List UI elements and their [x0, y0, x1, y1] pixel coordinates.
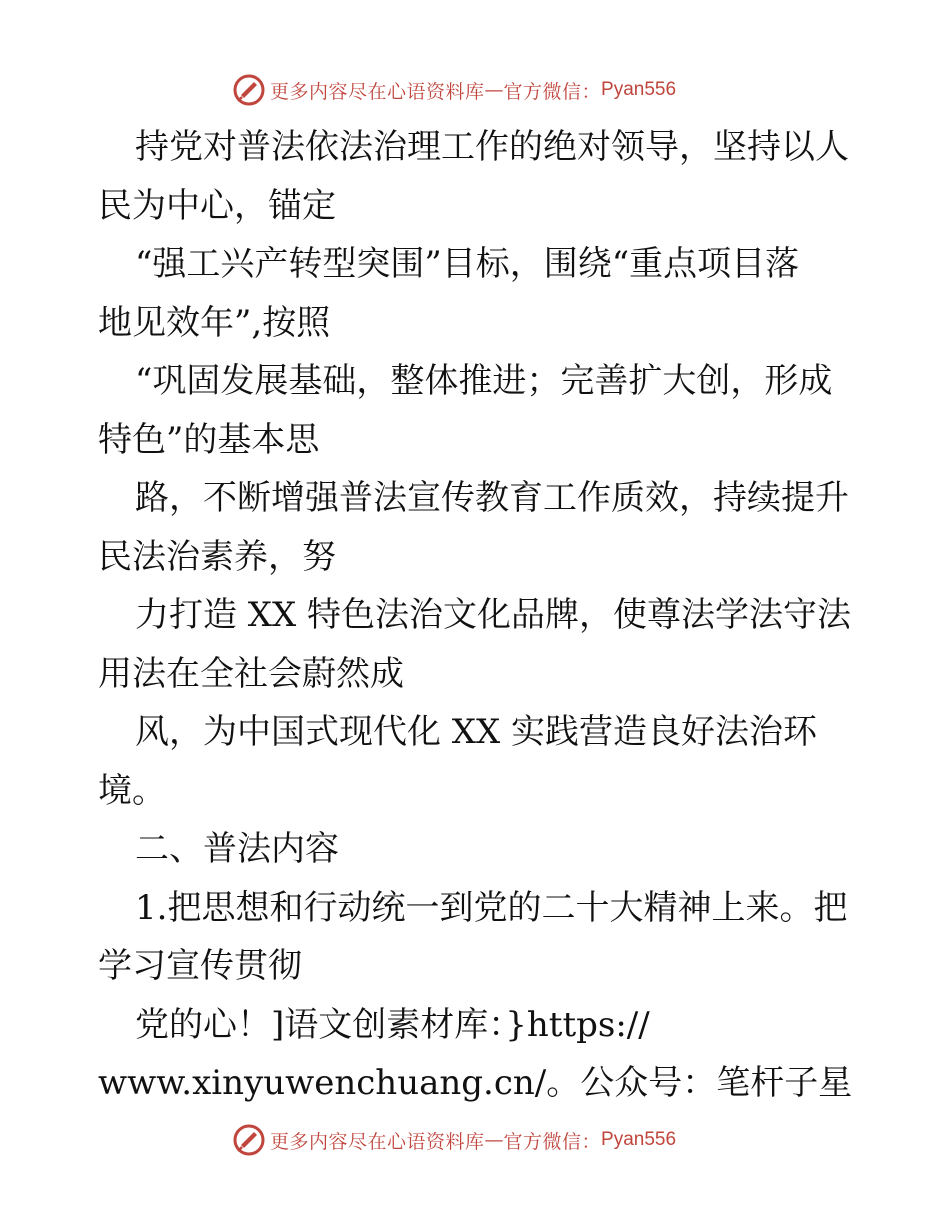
text-line: 特色”的基本思	[98, 419, 320, 460]
text-line: 路，不断增强普法宣传教育工作质效，持续提升	[135, 478, 849, 518]
text-line: “强工兴产转型突围”目标，围绕“重点项目落	[135, 244, 800, 284]
footer-banner	[232, 1120, 712, 1160]
header-banner	[232, 70, 712, 110]
text-line: 民为中心，锚定	[98, 185, 336, 226]
text-line: 学习宣传贯彻	[98, 946, 302, 986]
banner-separator: —	[484, 1129, 504, 1151]
banner-contact-label: 官方微信：	[503, 1130, 602, 1153]
text-line: 用法在全社会蔚然成	[98, 653, 404, 694]
banner-text: 更多内容尽在心语资料库	[270, 80, 485, 103]
banner-contact-id: Pyan556	[601, 79, 677, 100]
text-line: 党的心！]语文创素材库：}https://	[135, 1004, 650, 1045]
text-line: www.xinyuwenchuang.cn/。公众号：笔杆子星	[98, 1063, 853, 1103]
section-heading: 二、普法内容	[135, 829, 339, 869]
banner-text: 更多内容尽在心语资料库	[270, 1130, 485, 1153]
brand-logo-icon	[232, 73, 266, 107]
banner-contact-id: Pyan556	[601, 1129, 677, 1150]
document-body	[98, 118, 858, 1113]
text-line: 风，为中国式现代化 XX 实践营造良好法治环	[135, 712, 818, 752]
text-line: 力打造 XX 特色法治文化品牌，使尊法学法守法	[135, 595, 852, 635]
text-line: 1.把思想和行动统一到党的二十大精神上来。把	[135, 887, 848, 928]
text-line: “巩固发展基础，整体推进；完善扩大创，形成	[135, 361, 833, 401]
text-line: 持党对普法依法治理工作的绝对领导，坚持以人	[135, 127, 849, 167]
banner-separator: —	[484, 79, 504, 101]
banner-contact-label: 官方微信：	[503, 80, 602, 103]
brand-logo-icon	[232, 1123, 266, 1157]
text-line: 境。	[98, 770, 166, 811]
text-line: 地见效年”,按照	[98, 302, 331, 343]
text-line: 民法治素养，努	[98, 536, 336, 577]
